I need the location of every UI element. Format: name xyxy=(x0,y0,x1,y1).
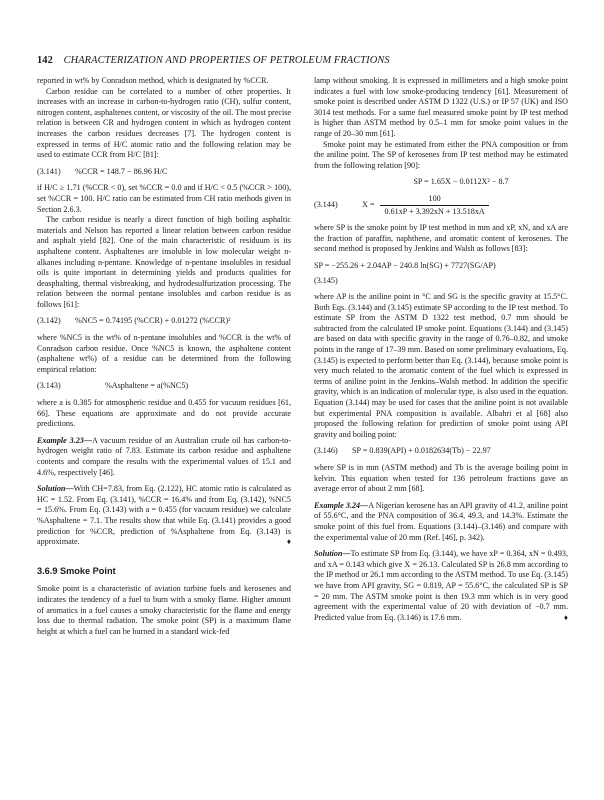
example-text: A vacuum residue of an Australian crude oil has carbon-to-hydrogen weight ratio of 7.83. Estimate its carbon residue and asphaltene contents and compare the results with the experimental values of 15.1 and 4.6%, respectively [46]. xyxy=(37,435,291,477)
solution-text: With CH=7.83, from Eq. (2.122), HC atomic ratio is calculated as HC = 1.52. From Eq. (3.141), %CCR = 16.4% and from Eq. (3.142), %NC5 = 15.6%. From Eq. (3.143) with a = 0.455 (for vacuum residue) we calculate %Asphaltene = 7.1. The results show that while Eq. (3.141) provides a good prediction for %CCR, prediction of %Asphaltene from Eq. (3.143) is approximate. xyxy=(37,484,291,547)
running-title: CHARACTERIZATION AND PROPERTIES OF PETROLEUM FRACTIONS xyxy=(63,55,390,66)
equation-line: SP = 1.65X − 0.0112X² − 8.7 xyxy=(413,177,509,187)
left-column xyxy=(37,76,291,637)
equation-3-141 xyxy=(37,167,291,178)
paragraph: where a is 0.385 for atmospheric residue and 0.455 for vacuum residues [61, 66]. These equations are approximate and do not provide accurate predictions. xyxy=(37,398,291,429)
paragraph: Carbon residue can be correlated to a number of other properties. It increases with an increase in carbon-to-hydrogen ratio (CH), sulfur content, nitrogen content, asphaltenes content, or viscosity of the oil. The most precise relation is between CR and hydrogen content in which as hydrogen content increases the carbon residues decreases [7]. The hydrogen content is expressed in terms of H/C atomic ratio and the following relation may be used to estimate CCR from H/C [81]: xyxy=(37,86,291,160)
paragraph: where SP is in mm (ASTM method) and Tb is the average boiling point in kelvin. This equation when tested for 136 petroleum fractions gave an average error of about 2 mm [68]. xyxy=(314,463,568,494)
equation-number: (3.143) xyxy=(37,381,61,391)
fraction xyxy=(380,194,488,217)
equation-body: %CCR = 148.7 − 86.96 H/C xyxy=(75,166,168,176)
end-of-example-mark: ♦ xyxy=(286,537,291,547)
equation-number: (3.145) xyxy=(314,275,338,285)
paragraph: where AP is the aniline point in °C and SG is the specific gravity at 15.5°C. Both Eqs. (3.144) and (3.145) estimate SP according to the IP test method. To estimate SP from the ASTM D 1322 test method, 0.7 mm should be subtracted from the calculated IP smoke point. Equations (3.144) and (3.145) are based on data with specific gravity in the range of 0.76–0.82, and smoke points in the range of 17–39 mm. Based on some preliminary evaluations, Eq. (3.145) is expected to perform better than Eq. (3.144), because smoke point is very much related to the aromatic content of the fuel which is expressed in terms of aniline point in the Jenkins–Walsh method. In addition the specific gravity, which is an indication of molecular type, is also used in the equation. Equation (3.144) may be used for cases that the aniline point is not available but experimental PNA composition is available. Albahri et al [68] also proposed the following relation for prediction of smoke point using API gravity and boiling point: xyxy=(314,292,568,439)
equation-3-144 xyxy=(314,177,568,217)
equation-3-143 xyxy=(37,381,291,392)
equation-3-142 xyxy=(37,316,291,327)
equation-number: (3.146) xyxy=(314,446,338,456)
example-title: Example 3.24— xyxy=(314,500,369,510)
example-text: A Nigerian kerosene has an API gravity of 41.2, aniline point of 55.6°C, and the PNA composition of 36.4, 49.3, and 14.3%. Estimate the smoke point of this fuel from. Equations (3.144)–(3.146) and compare with the experimental value of 20 mm (Ref. [46], p. 342). xyxy=(314,500,568,542)
solution-3-24 xyxy=(314,549,568,623)
equation-number: (3.141) xyxy=(37,166,61,176)
equation-body: SP = −255.26 + 2.04AP − 240.8 ln(SG) + 7727(SG/AP) xyxy=(314,260,496,270)
paragraph: Smoke point is a characteristic of aviation turbine fuels and kerosenes and indicates the tendency of a fuel to burn with a smoky flame. Higher amount of aromatics in a fuel causes a smoky characteristic for the flame and energy loss due to thermal radiation. The smoke point (SP) is a maximum flame height at which a fuel can be burned in a standard wick-fed xyxy=(37,584,291,636)
paragraph: The carbon residue is nearly a direct function of high boiling asphaltic materials and Nelson has reported a linear relation between carbon residue and asphalt yield [82]. One of the main characteristic of residuum is its asphaltene content. Asphaltenes are insoluble in low molecular weight n-alkanes including n-pentane. Knowledge of n-pentane insolubles in residual oils is quite important in determining yields and products qualities for deasphalting, thermal visbreaking, and hydrodesulfurization processing. The relation between the normal pentane insolubles and carbon residue is as follows [61]: xyxy=(37,215,291,309)
solution-3-23 xyxy=(37,484,291,548)
numerator: 100 xyxy=(428,193,441,203)
equation-body: %NC5 = 0.74195 (%CCR) + 0.01272 (%CCR)² xyxy=(75,316,231,326)
equation-body: SP = 0.839(API) + 0.0182634(Tb) − 22.97 xyxy=(352,446,491,456)
section-heading: 3.6.9 Smoke Point xyxy=(37,565,116,576)
running-header xyxy=(37,55,567,66)
equation-3-145 xyxy=(314,261,568,286)
paragraph: lamp without smoking. It is expressed in millimeters and a high smoke point indicates a fuel with low smoke-producing tendency [61]. Measurement of smoke point is described under ASTM D 1322 (U.S.) or IP 57 (UK) and ISO 3014 test methods. For a same fuel measured smoke point by IP test method is higher than ASTM method by 0.5–1 mm for smoke point values in the range of 20–30 mm [61]. xyxy=(314,76,568,138)
equation-3-146 xyxy=(314,446,568,457)
equation-number: (3.144) xyxy=(314,200,338,210)
equation-body: %Asphaltene = a(%NC5) xyxy=(105,381,189,391)
solution-text: To estimate SP from Eq. (3.144), we have xP = 0.364, xN = 0.493, and xA = 0.143 which give X = 26.13. Calculated SP is 26.8 mm according to the IP method or 26.1 mm according to the ASTM method. To use Eq. (3.145) we have from API gravity, SG = 0.819, AP = 55.6°C, the calculated SP is SP = 20 mm. The ASTM smoke point is then 19.3 mm which is in very good agreement with the experimental value of 20 with deviation of −0.7 mm. Predicted value from Eq. (3.146) is 17.6 mm. xyxy=(314,549,568,622)
paragraph: where %NC5 is the wt% of n-pentane insolubles and %CCR is the wt% of Conradson carbon residue. Once %NC5 is known, the asphaltene content (asphaltene wt%) of a residue can be determined from the following empirical relation: xyxy=(37,333,291,374)
end-of-example-mark: ♦ xyxy=(563,612,568,622)
example-3-23 xyxy=(37,436,291,478)
paragraph: Smoke point may be estimated from either the PNA composition or from the aniline point. The SP of kerosenes from IP test method may be estimated from the following relation [90]: xyxy=(314,139,568,170)
solution-title: Solution— xyxy=(314,549,351,559)
page-number: 142 xyxy=(37,55,53,66)
right-column xyxy=(314,76,568,623)
example-title: Example 3.23— xyxy=(37,435,92,445)
equation-fraction-row xyxy=(314,194,568,217)
paragraph: if H/C ≥ 1.71 (%CCR < 0), set %CCR = 0.0 and if H/C < 0.5 (%CCR > 100), set %CCR = 100. H/C ratio can be estimated from CH ratio methods given in Section 2.6.3. xyxy=(37,183,291,214)
paragraph: where SP is the smoke point by IP test method in mm and xP, xN, and xA are the fraction of paraffin, naphthene, and aromatic content of kerosenes. The second method is proposed by Jenkins and Walsh as follows [83]: xyxy=(314,223,568,254)
paragraph: reported in wt% by Conradson method, which is designated by %CCR. xyxy=(37,76,269,85)
solution-title: Solution— xyxy=(37,484,74,494)
denominator: 0.61xP + 3.392xN + 13.518xA xyxy=(380,205,488,218)
equation-number: (3.142) xyxy=(37,316,61,326)
example-3-24 xyxy=(314,501,568,543)
equation-lhs: X = xyxy=(362,200,375,210)
